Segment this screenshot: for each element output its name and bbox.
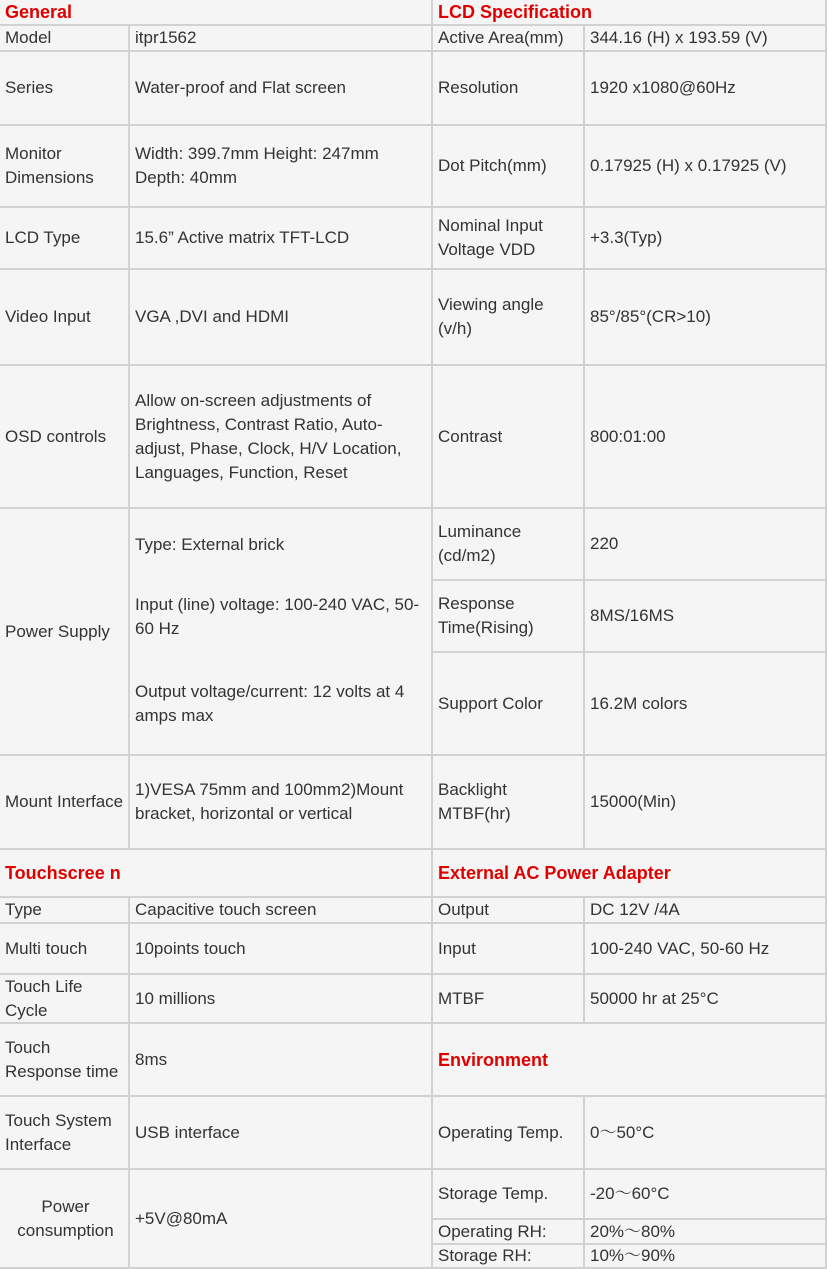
general-value-model: itpr1562 <box>130 26 433 52</box>
section-header-adapter: External AC Power Adapter <box>433 850 827 898</box>
adapter-value-mtbf: 50000 hr at 25°C <box>585 975 827 1024</box>
general-label-model: Model <box>0 26 130 52</box>
touch-value-life: 10 millions <box>130 975 433 1024</box>
lcd-label-color: Support Color <box>433 653 585 756</box>
general-label-mount: Mount Interface <box>0 756 130 850</box>
env-value-storage-temp: -20～60°C <box>585 1170 827 1220</box>
lcd-label-contrast: Contrast <box>433 366 585 509</box>
adapter-value-output: DC 12V /4A <box>585 898 827 924</box>
general-value-osd: Allow on-screen adjustments of Brightness, Contrast Ratio, Auto-adjust, Phase, Clock, H/V Location, Languages, Function, Reset <box>130 366 433 509</box>
section-header-touchscreen: Touchscree n <box>0 850 433 898</box>
lcd-value-contrast: 800:01:00 <box>585 366 827 509</box>
touch-value-response: 8ms <box>130 1024 433 1097</box>
general-value-power-input: Input (line) voltage: 100-240 VAC, 50-60 Hz <box>130 581 433 653</box>
lcd-value-color: 16.2M colors <box>585 653 827 756</box>
env-value-storage-rh: 10%～90% <box>585 1245 827 1269</box>
lcd-value-voltage: +3.3(Typ) <box>585 208 827 270</box>
lcd-value-response: 8MS/16MS <box>585 581 827 653</box>
lcd-label-response: Response Time(Rising) <box>433 581 585 653</box>
general-value-power-output: Output voltage/current: 12 volts at 4 amps max <box>130 653 433 756</box>
touch-value-power: +5V@80mA <box>130 1170 433 1269</box>
env-label-storage-rh: Storage RH: <box>433 1245 585 1269</box>
touch-label-power: Power consumption <box>0 1170 130 1269</box>
general-label-dimensions: Monitor Dimensions <box>0 126 130 208</box>
lcd-value-luminance: 220 <box>585 509 827 581</box>
lcd-value-resolution: 1920 x1080@60Hz <box>585 52 827 126</box>
general-label-series: Series <box>0 52 130 126</box>
lcd-value-dot-pitch: 0.17925 (H) x 0.17925 (V) <box>585 126 827 208</box>
general-label-lcd-type: LCD Type <box>0 208 130 270</box>
general-label-video-input: Video Input <box>0 270 130 366</box>
lcd-label-backlight: Backlight MTBF(hr) <box>433 756 585 850</box>
lcd-label-luminance: Luminance (cd/m2) <box>433 509 585 581</box>
env-value-operating-temp: 0～50°C <box>585 1097 827 1170</box>
adapter-label-mtbf: MTBF <box>433 975 585 1024</box>
section-header-environment: Environment <box>433 1024 827 1097</box>
section-header-lcd: LCD Specification <box>433 0 827 26</box>
general-value-mount: 1)VESA 75mm and 100mm2)Mount bracket, horizontal or vertical <box>130 756 433 850</box>
touch-value-type: Capacitive touch screen <box>130 898 433 924</box>
section-header-general: General <box>0 0 433 26</box>
adapter-value-input: 100-240 VAC, 50-60 Hz <box>585 924 827 975</box>
lcd-label-active-area: Active Area(mm) <box>433 26 585 52</box>
adapter-label-input: Input <box>433 924 585 975</box>
general-value-video-input: VGA ,DVI and HDMI <box>130 270 433 366</box>
env-label-storage-temp: Storage Temp. <box>433 1170 585 1220</box>
general-value-lcd-type: 15.6” Active matrix TFT-LCD <box>130 208 433 270</box>
lcd-value-active-area: 344.16 (H) x 193.59 (V) <box>585 26 827 52</box>
general-value-power-type: Type: External brick <box>130 509 433 581</box>
lcd-label-voltage: Nominal Input Voltage VDD <box>433 208 585 270</box>
touch-label-interface: Touch System Interface <box>0 1097 130 1170</box>
general-label-osd: OSD controls <box>0 366 130 509</box>
touch-label-type: Type <box>0 898 130 924</box>
env-value-operating-rh: 20%～80% <box>585 1220 827 1245</box>
touch-value-multi: 10points touch <box>130 924 433 975</box>
lcd-label-viewing-angle: Viewing angle (v/h) <box>433 270 585 366</box>
env-label-operating-temp: Operating Temp. <box>433 1097 585 1170</box>
env-label-operating-rh: Operating RH: <box>433 1220 585 1245</box>
touch-label-response: Touch Response time <box>0 1024 130 1097</box>
touch-label-multi: Multi touch <box>0 924 130 975</box>
touch-value-interface: USB interface <box>130 1097 433 1170</box>
lcd-value-backlight: 15000(Min) <box>585 756 827 850</box>
lcd-label-resolution: Resolution <box>433 52 585 126</box>
lcd-value-viewing-angle: 85°/85°(CR>10) <box>585 270 827 366</box>
touch-label-life: Touch Life Cycle <box>0 975 130 1024</box>
general-value-series: Water-proof and Flat screen <box>130 52 433 126</box>
general-value-dimensions: Width: 399.7mm Height: 247mm Depth: 40mm <box>130 126 433 208</box>
general-label-power-supply: Power Supply <box>0 509 130 756</box>
lcd-label-dot-pitch: Dot Pitch(mm) <box>433 126 585 208</box>
adapter-label-output: Output <box>433 898 585 924</box>
